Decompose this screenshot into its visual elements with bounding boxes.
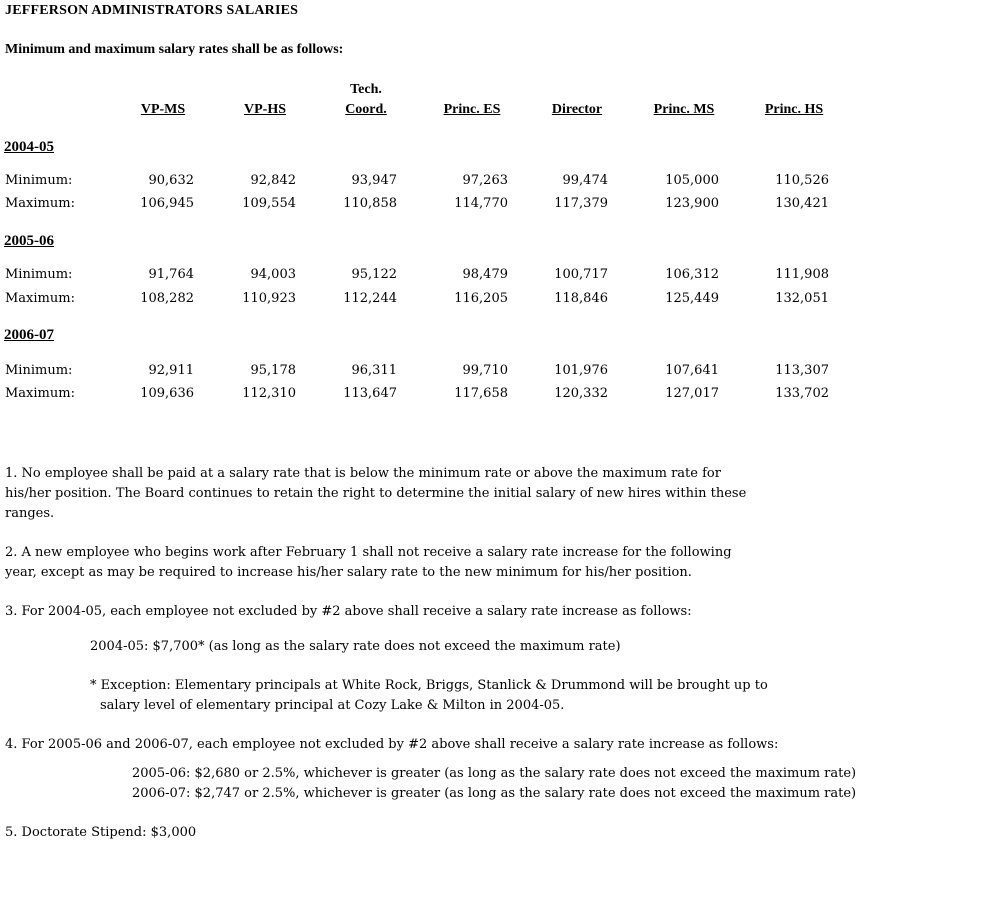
table-cell: 112,310 [242, 386, 296, 401]
table-cell: 112,244 [343, 291, 397, 306]
table-cell: 117,379 [554, 196, 608, 211]
table-cell: 109,554 [242, 196, 296, 211]
table-cell: 132,051 [775, 291, 829, 306]
table-cell: 114,770 [454, 196, 508, 211]
table-cell: 95,122 [351, 267, 397, 282]
note-1-line-3: ranges. [5, 506, 55, 521]
table-cell: 130,421 [775, 196, 829, 211]
table-cell: 108,282 [140, 291, 194, 306]
col-header-vp-ms: VP-MS [140, 102, 186, 117]
table-cell: 90,632 [148, 173, 194, 188]
table-cell: 105,000 [665, 173, 719, 188]
note-1-line-1: 1. No employee shall be paid at a salary rate that is below the minimum rate or above the maximum rate for [5, 466, 721, 481]
row-label: Minimum: [5, 363, 73, 378]
table-cell: 99,710 [462, 363, 508, 378]
table-cell: 123,900 [665, 196, 719, 211]
document-subtitle: Minimum and maximum salary rates shall be as follows: [5, 42, 344, 57]
year-heading: 2006-07 [4, 327, 54, 343]
table-cell: 92,842 [250, 173, 296, 188]
document-title: JEFFERSON ADMINISTRATORS SALARIES [5, 3, 299, 18]
year-heading: 2004-05 [4, 139, 54, 155]
table-cell: 98,479 [462, 267, 508, 282]
table-cell: 106,945 [140, 196, 194, 211]
table-cell: 94,003 [250, 267, 296, 282]
col-header-princ-ms: Princ. MS [653, 102, 715, 117]
note-4-line-1: 4. For 2005-06 and 2006-07, each employee not excluded by #2 above shall receive a salary rate increase as follows: [5, 737, 779, 752]
table-cell: 100,717 [554, 267, 608, 282]
note-1-line-2: his/her position. The Board continues to retain the right to determine the initial salary of new hires within these [5, 486, 747, 501]
table-cell: 125,449 [665, 291, 719, 306]
table-cell: 109,636 [140, 386, 194, 401]
table-cell: 113,647 [343, 386, 397, 401]
table-cell: 133,702 [775, 386, 829, 401]
table-cell: 110,526 [775, 173, 829, 188]
row-label: Maximum: [5, 196, 75, 211]
note-2-line-1: 2. A new employee who begins work after February 1 shall not receive a salary rate increase for the following [5, 545, 732, 560]
note-2-line-2: year, except as may be required to increase his/her salary rate to the new minimum for his/her position. [5, 565, 692, 580]
table-cell: 99,474 [562, 173, 608, 188]
table-cell: 101,976 [554, 363, 608, 378]
note-3-exception-line-2: salary level of elementary principal at Cozy Lake & Milton in 2004-05. [100, 698, 565, 713]
table-cell: 118,846 [554, 291, 608, 306]
table-cell: 91,764 [148, 267, 194, 282]
table-cell: 113,307 [775, 363, 829, 378]
row-label: Maximum: [5, 291, 75, 306]
table-cell: 120,332 [554, 386, 608, 401]
table-cell: 110,858 [343, 196, 397, 211]
table-cell: 116,205 [454, 291, 508, 306]
note-4-rate-2006-07: 2006-07: $2,747 or 2.5%, whichever is greater (as long as the salary rate does not exceed the maximum rate) [132, 786, 857, 801]
row-label: Maximum: [5, 386, 75, 401]
table-cell: 97,263 [462, 173, 508, 188]
table-cell: 106,312 [665, 267, 719, 282]
table-cell: 107,641 [665, 363, 719, 378]
row-label: Minimum: [5, 173, 73, 188]
note-4-rate-2005-06: 2005-06: $2,680 or 2.5%, whichever is greater (as long as the salary rate does not exceed the maximum rate) [132, 766, 857, 781]
table-cell: 127,017 [665, 386, 719, 401]
year-heading: 2005-06 [4, 233, 54, 249]
col-header-director: Director [551, 102, 603, 117]
table-cell: 95,178 [250, 363, 296, 378]
col-header-princ-es: Princ. ES [443, 102, 501, 117]
table-cell: 110,923 [242, 291, 296, 306]
col-header-tech-coord: Tech. Coord. [345, 82, 387, 117]
note-5-doctorate-stipend: 5. Doctorate Stipend: $3,000 [5, 825, 197, 840]
table-cell: 92,911 [148, 363, 194, 378]
col-header-princ-hs: Princ. HS [764, 102, 824, 117]
note-3-exception-line-1: * Exception: Elementary principals at White Rock, Briggs, Stanlick & Drummond will be brought up to [90, 678, 768, 693]
note-3-line-1: 3. For 2004-05, each employee not excluded by #2 above shall receive a salary rate increase as follows: [5, 604, 692, 619]
note-3-rate: 2004-05: $7,700* (as long as the salary rate does not exceed the maximum rate) [90, 639, 621, 654]
table-cell: 111,908 [775, 267, 829, 282]
col-header-vp-hs: VP-HS [244, 102, 286, 117]
table-cell: 93,947 [351, 173, 397, 188]
table-cell: 117,658 [454, 386, 508, 401]
row-label: Minimum: [5, 267, 73, 282]
table-cell: 96,311 [351, 363, 397, 378]
